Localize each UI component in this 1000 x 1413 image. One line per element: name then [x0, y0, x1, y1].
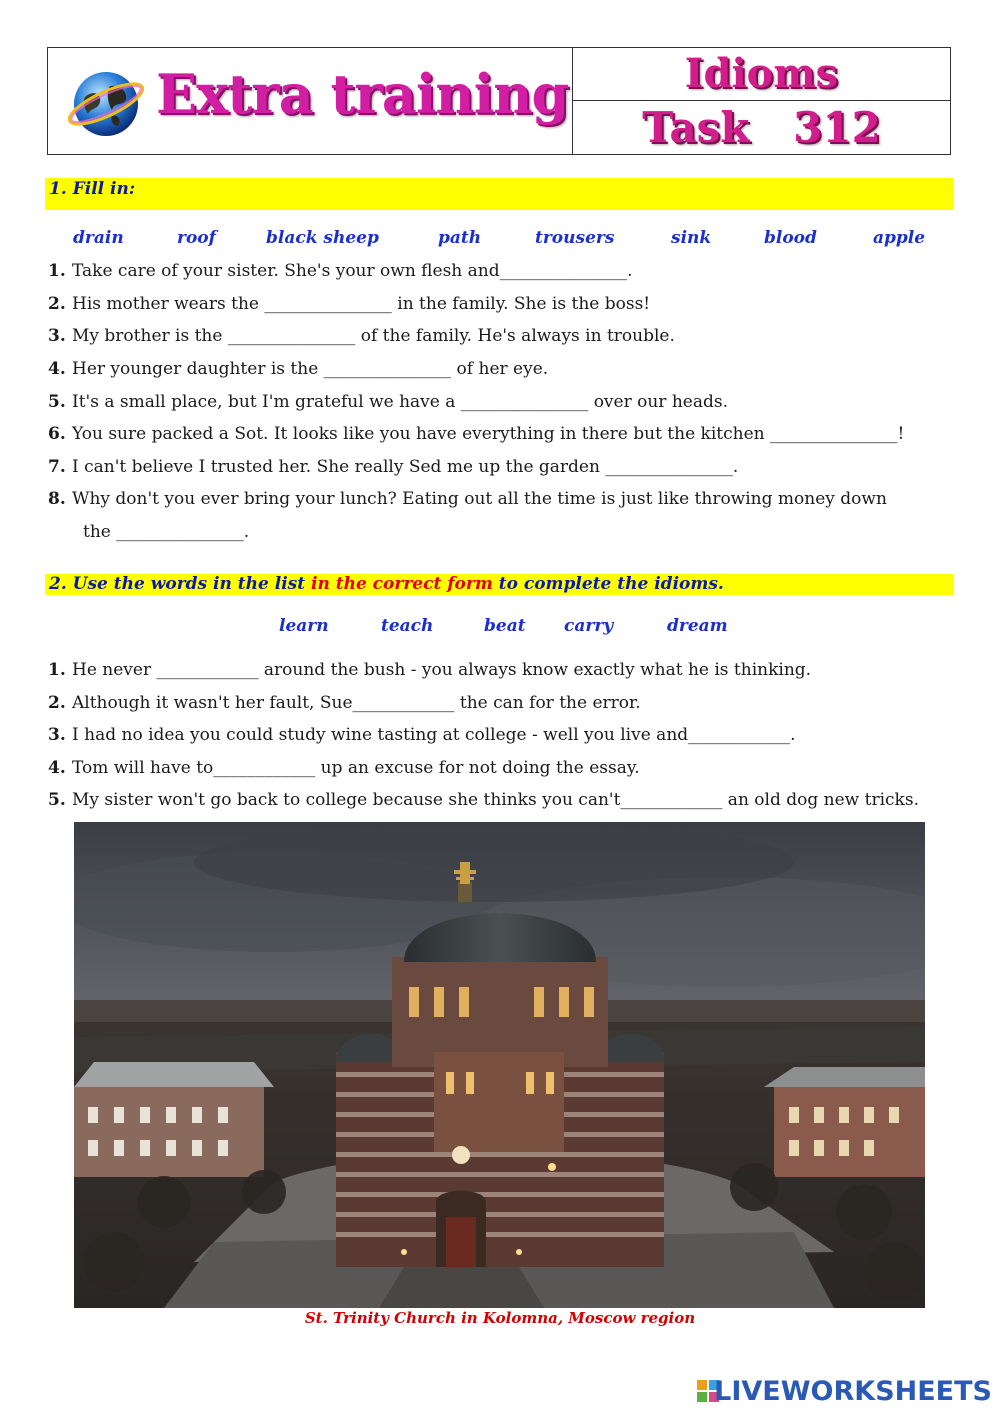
question-text: Why don't you ever bring your lunch? Eating out all the time is just like throwing money down	[72, 489, 887, 509]
task-number: Task 312	[642, 103, 881, 152]
word-chip: carry	[564, 616, 614, 636]
word-chip: sink	[671, 228, 712, 248]
topic-title: Idioms	[684, 50, 839, 97]
brand-title: Extra training	[156, 62, 569, 126]
question-number: 2.	[48, 294, 66, 314]
question-item	[48, 261, 958, 281]
section2-title-part: to complete the idioms.	[492, 574, 724, 594]
word-chip: drain	[73, 228, 124, 248]
church-illustration	[74, 822, 925, 1308]
question-text: It's a small place, but I'm grateful we have a _______________ over our heads.	[72, 392, 728, 412]
question-item	[48, 660, 958, 680]
question-item	[48, 725, 958, 745]
question-number: 5.	[48, 790, 66, 810]
question-item	[48, 294, 958, 314]
word-chip: teach	[381, 616, 434, 636]
question-item	[48, 693, 958, 713]
church-photo	[74, 822, 925, 1308]
globe-logo-icon	[64, 60, 148, 144]
question-text: I had no idea you could study wine tasting at college - well you live and____________.	[72, 725, 796, 745]
question-text: Although it wasn't her fault, Sue____________ the can for the error.	[72, 693, 641, 713]
question-text: Tom will have to____________ up an excuse for not doing the essay.	[72, 758, 640, 778]
question-item	[48, 424, 958, 444]
question-text: Take care of your sister. She's your own flesh and_______________.	[72, 261, 633, 281]
photo-caption: St. Trinity Church in Kolomna, Moscow region	[304, 1309, 696, 1327]
question-number: 6.	[48, 424, 66, 444]
question-item	[48, 489, 958, 509]
question-number: 3.	[48, 725, 66, 745]
question-text: His mother wears the _______________ in the family. She is the boss!	[72, 294, 651, 314]
word-chip: black sheep	[266, 228, 379, 248]
word-chip: dream	[667, 616, 728, 636]
question-text: He never ____________ around the bush - you always know exactly what he is thinking.	[72, 660, 812, 680]
question-text: My brother is the _______________ of the family. He's always in trouble.	[72, 326, 675, 346]
section1-wordbank	[0, 228, 1000, 252]
section1-title-text: 1. Fill in:	[49, 179, 136, 199]
question-number: 7.	[48, 457, 66, 477]
question-number: 4.	[48, 758, 66, 778]
word-chip: path	[438, 228, 482, 248]
brand-cell	[48, 48, 573, 154]
question-number: 1.	[48, 660, 66, 680]
word-chip: beat	[484, 616, 526, 636]
question-number: 1.	[48, 261, 66, 281]
question-item	[48, 758, 958, 778]
task-cell	[573, 101, 950, 154]
question-item	[48, 392, 958, 412]
question-number: 2.	[48, 693, 66, 713]
question-continuation: the _______________.	[83, 522, 250, 542]
question-text: My sister won't go back to college because she thinks you can't____________ an old dog new tricks.	[72, 790, 919, 810]
word-chip: learn	[279, 616, 329, 636]
section1-title	[45, 178, 954, 210]
question-text: You sure packed a Sot. It looks like you have everything in there but the kitchen _______________!	[72, 424, 905, 444]
word-chip: trousers	[535, 228, 615, 248]
section2-title	[45, 574, 954, 595]
question-item	[48, 457, 958, 477]
section2-title-part: 2. Use the words in the list	[49, 574, 311, 594]
question-number: 4.	[48, 359, 66, 379]
topic-cell	[573, 48, 950, 101]
question-text: I can't believe I trusted her. She really Sed me up the garden _______________.	[72, 457, 739, 477]
word-chip: blood	[764, 228, 817, 248]
header-box	[47, 47, 951, 155]
word-chip: roof	[177, 228, 216, 248]
question-item	[48, 790, 958, 810]
section2-wordbank	[0, 616, 1000, 640]
question-number: 3.	[48, 326, 66, 346]
word-chip: apple	[873, 228, 926, 248]
question-text: Her younger daughter is the _______________ of her eye.	[72, 359, 549, 379]
question-number: 8.	[48, 489, 66, 509]
section2-title-highlight: in the correct form	[311, 574, 493, 594]
liveworksheets-brand[interactable]: LIVEWORKSHEETS	[714, 1376, 992, 1407]
question-item	[48, 359, 958, 379]
question-number: 5.	[48, 392, 66, 412]
question-item	[48, 326, 958, 346]
